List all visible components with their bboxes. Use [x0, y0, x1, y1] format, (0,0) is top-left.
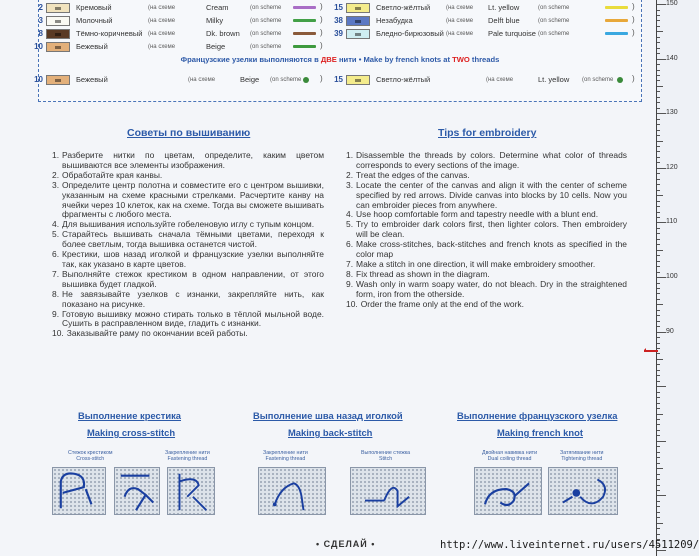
- knots-note-two-en: TWO: [452, 55, 470, 64]
- scheme-line-color: [293, 32, 316, 35]
- tip-number: 10.: [52, 328, 64, 339]
- thread-name-en: Delft blue: [488, 16, 520, 25]
- back-stitch-thread-2: [351, 468, 425, 514]
- ruler-tick: [657, 266, 660, 267]
- knots-note-two-ru: ДВЕ: [320, 55, 337, 64]
- ruler-tick: [657, 190, 660, 191]
- ruler-tick: [657, 124, 660, 125]
- thread-name-en: Lt. yellow: [488, 3, 520, 12]
- ruler-tick: [657, 293, 660, 294]
- tip-text: Выполняйте стежок крестиком в одном направлении, от этого вышивка будет гладкой.: [62, 268, 324, 289]
- knot-dot-green: [303, 77, 309, 83]
- scheme-label-ru: (на схеме: [148, 4, 176, 11]
- tip-item: [52, 329, 324, 339]
- legend-row-right: [331, 14, 578, 27]
- thread-name-en: Beige: [206, 42, 226, 51]
- tip-text: Locate the center of the canvas and align it with the center of scheme specified by red arrows. Divide canvas into blocks by 10 cells. Now you can embroider pieces from anywhere.: [356, 179, 627, 210]
- ruler-tick: [657, 490, 660, 491]
- thread-number: 15: [334, 75, 343, 84]
- ruler-tick: [657, 250, 663, 251]
- ruler-tick: [657, 397, 660, 398]
- thread-swatch: [46, 3, 70, 13]
- tip-number: 3.: [346, 179, 354, 190]
- paren-close: ): [632, 2, 635, 11]
- tip-text: Make cross-stitches, back-stitches and french knots as specified in the color map: [356, 239, 627, 260]
- knots-note-post: threads: [469, 55, 500, 64]
- tip-number: 6.: [346, 239, 354, 250]
- thread-name-en: Milky: [206, 16, 224, 25]
- ruler-tick: [657, 386, 666, 387]
- tips-en-title: Tips for embroidery: [438, 127, 537, 139]
- scheme-label-ru: (на схеме: [148, 30, 176, 37]
- tip-text: Order the frame only at the end of the work.: [360, 298, 524, 309]
- tip-text: Старайтесь вышивать сначала тёмными цветами, переходя к более светлым, тогда вышивка останется чистой.: [62, 229, 324, 250]
- ruler-tick: [657, 195, 663, 196]
- paren-close: ): [632, 15, 635, 24]
- thread-name-ru: Бежевый: [76, 42, 108, 51]
- ruler-tick: [657, 277, 666, 278]
- cross-stitch-title-en: Making cross-stitch: [87, 427, 176, 438]
- cross-stitch-thread-1: [53, 468, 105, 514]
- ruler-tick: [657, 288, 660, 289]
- stitch-caption-back: Выполнение стежка Stitch: [361, 450, 411, 462]
- cross-stitch-diagram-1: [52, 467, 106, 515]
- french-knot-thread-1: [475, 468, 541, 514]
- ruler-tick: [657, 495, 666, 496]
- tip-text: Готовую вышивку можно стирать только в тёплой мыльной воде. Сушить в расправленном виде, гладить с изнанки.: [62, 308, 324, 329]
- ruler-tick: [657, 353, 660, 354]
- ruler-tick: [657, 332, 666, 333]
- ruler-label: 140: [666, 54, 678, 62]
- ruler-tick: [657, 10, 660, 11]
- ruler-tick: [657, 441, 666, 442]
- ruler-tick: [657, 91, 660, 92]
- legend-row-right: [331, 1, 578, 14]
- ruler-tick: [657, 310, 660, 311]
- ruler-tick: [657, 315, 660, 316]
- tip-number: 5.: [346, 219, 354, 230]
- ruler-label: 110: [666, 218, 678, 226]
- ruler-tick: [657, 304, 663, 305]
- tightening-caption: Затягивание нити Tightening thread: [560, 450, 604, 462]
- tip-number: 4.: [52, 219, 60, 230]
- ruler-tick: [657, 517, 660, 518]
- tip-text: Для вышивания используйте гобеленовую иглу с тупым концом.: [62, 219, 315, 230]
- french-knot-title-en: Making french knot: [497, 427, 583, 438]
- ruler-tick: [657, 37, 660, 38]
- ruler-tick: [657, 168, 666, 169]
- thread-name-ru: Кремовый: [76, 3, 112, 12]
- thread-name-ru: Бледно-бирюзовый: [376, 29, 444, 38]
- back-stitch-thread-1: [259, 468, 325, 514]
- tip-text: Use hoop comfortable form and tapestry needle with a blunt end.: [356, 209, 599, 220]
- ruler-tick: [657, 424, 660, 425]
- ruler-tick: [657, 457, 660, 458]
- ruler-tick: [657, 135, 660, 136]
- ruler-tick: [657, 435, 660, 436]
- thread-name-en: Dk. brown: [206, 29, 240, 38]
- tip-number: 1.: [346, 150, 354, 160]
- ruler-tick: [657, 359, 663, 360]
- tip-text: Try to embroider dark colors first, then lighter colors. Then embroidery will be clean.: [356, 219, 627, 240]
- ruler-tick: [657, 485, 660, 486]
- knot-row-right: [331, 73, 622, 86]
- tips-ru-list: [52, 151, 324, 339]
- ruler-tick: [657, 408, 660, 409]
- thread-name-en: Cream: [206, 3, 229, 12]
- thread-number: 8: [38, 29, 43, 38]
- tip-text: Не завязывайте узелков с изнанки, закрепляйте нить, как показано на рисунке.: [62, 288, 324, 309]
- tip-text: Make a stitch in one direction, it will make embroidery smoother.: [356, 258, 596, 269]
- french-knot-thread-2: [549, 468, 617, 514]
- ruler-tick: [657, 15, 660, 16]
- cross-stitch-title-ru: Выполнение крестика: [78, 410, 181, 421]
- tip-item: [52, 270, 324, 290]
- knots-note-pre: Французские узелки выполняются в: [180, 55, 321, 64]
- ruler-tick: [657, 348, 660, 349]
- scheme-label-en: (on scheme: [538, 30, 570, 37]
- tip-text: Заказывайте раму по окончании всей работы.: [66, 328, 248, 339]
- tip-item: [346, 151, 627, 171]
- french-knot-diagram-2: [548, 467, 618, 515]
- thread-swatch: [346, 75, 370, 85]
- thread-name-ru: Светло-жёлтый: [376, 75, 431, 84]
- thread-number: 3: [38, 16, 43, 25]
- legend-row-left: [31, 1, 290, 14]
- scheme-label-ru: (на схеме: [446, 4, 474, 11]
- thread-number: 2: [38, 3, 43, 12]
- ruler-tick: [657, 261, 660, 262]
- ruler-tick: [657, 414, 663, 415]
- ruler-tick: [657, 217, 660, 218]
- thread-swatch: [46, 75, 70, 85]
- thread-swatch: [46, 16, 70, 26]
- french-knot-diagram-1: [474, 467, 542, 515]
- legend-row-left: [31, 14, 290, 27]
- paren-close: ): [320, 74, 323, 83]
- tips-ru-title: Советы по вышиванию: [127, 127, 251, 139]
- thread-name-ru: Незабудка: [376, 16, 413, 25]
- thread-name-ru: Бежевый: [76, 75, 108, 84]
- tip-number: 8.: [52, 288, 60, 299]
- ruler-tick: [657, 42, 660, 43]
- tip-text: Обработайте края канвы.: [62, 169, 163, 180]
- ruler-label: 130: [666, 109, 678, 117]
- ruler-tick: [657, 272, 660, 273]
- scheme-label-en: (on scheme: [582, 76, 614, 83]
- legend-row-left: [31, 27, 290, 40]
- back-stitch-title-en: Making back-stitch: [288, 427, 373, 438]
- ruler-label: 120: [666, 163, 678, 171]
- tip-number: 6.: [52, 249, 60, 260]
- dual-coiling-caption: Двойная навивка нити Dual coiling thread: [482, 450, 538, 462]
- paren-close: ): [632, 74, 635, 83]
- tip-text: Wash only in warm soapy water, do not bleach. Dry in the straightened form, iron from the otherside.: [356, 278, 627, 299]
- tip-number: 7.: [346, 258, 354, 269]
- scheme-line-color: [605, 6, 628, 9]
- french-knots-note: [39, 55, 641, 64]
- tip-item: [52, 310, 324, 330]
- thread-number: 10: [34, 75, 43, 84]
- ruler-tick: [657, 48, 660, 49]
- ruler-tick: [657, 392, 660, 393]
- cross-stitch-caption: Стежок крестиком Cross-stitch: [68, 450, 113, 462]
- tip-number: 1.: [52, 150, 60, 160]
- ruler-tick: [657, 403, 660, 404]
- ruler-tick: [657, 381, 660, 382]
- ruler-tick: [657, 151, 660, 152]
- ruler-tick: [657, 179, 660, 180]
- ruler-tick: [657, 173, 660, 174]
- ruler-tick: [657, 430, 660, 431]
- ruler-tick: [657, 239, 660, 240]
- tip-item: [52, 181, 324, 221]
- tip-text: Крестики, шов назад иголкой и французские узелки выполняйте так, как указано в карте цветов.: [62, 249, 324, 269]
- thread-number: 39: [334, 29, 343, 38]
- ruler-tick: [657, 162, 660, 163]
- scheme-line-color: [293, 45, 316, 48]
- ruler-tick: [657, 64, 660, 65]
- tip-item: [346, 240, 627, 260]
- thread-swatch: [46, 29, 70, 39]
- ruler-tick: [657, 53, 660, 54]
- footer-brand: • СДЕЛАЙ •: [316, 539, 376, 549]
- ruler-tick: [657, 102, 660, 103]
- ruler-tick: [657, 228, 660, 229]
- ruler-tick: [657, 468, 663, 469]
- ruler-tick: [657, 233, 660, 234]
- ruler-tick: [657, 108, 660, 109]
- scheme-line-color: [293, 6, 316, 9]
- ruler-tick: [657, 255, 660, 256]
- ruler-tick: [657, 59, 666, 60]
- ruler-tick: [657, 474, 660, 475]
- ruler-tick: [657, 343, 660, 344]
- paren-close: ): [320, 41, 323, 50]
- ruler-tick: [657, 20, 660, 21]
- back-stitch-diagram-1: [258, 467, 326, 515]
- scheme-label-ru: (на схеме: [188, 76, 216, 83]
- knot-row-left: [31, 73, 310, 86]
- ruler-tick: [657, 244, 660, 245]
- ruler-tick: [657, 206, 660, 207]
- tip-item: [346, 220, 627, 240]
- thread-swatch: [46, 42, 70, 52]
- tip-item: [52, 230, 324, 250]
- ruler-label: 90: [666, 327, 674, 335]
- ruler-tick: [657, 70, 660, 71]
- scheme-label-en: (on scheme: [250, 30, 282, 37]
- scheme-label-ru: (на схеме: [446, 30, 474, 37]
- ruler-tick: [657, 201, 660, 202]
- scheme-label-en: (on scheme: [538, 17, 570, 24]
- french-knot-title-ru: Выполнение французского узелка: [457, 410, 618, 421]
- ruler-tick: [657, 31, 663, 32]
- tips-en-list: [346, 151, 627, 310]
- tip-number: 5.: [52, 229, 60, 240]
- thread-swatch: [346, 29, 370, 39]
- ruler-tick: [657, 212, 660, 213]
- ruler-tick: [657, 501, 660, 502]
- fastening-caption-cross: Закрепление нити Fastening thread: [165, 450, 210, 462]
- scheme-label-en: (on scheme: [250, 43, 282, 50]
- ruler-tick: [657, 184, 660, 185]
- thread-name-en: Pale turquoise: [488, 29, 536, 38]
- cross-stitch-diagram-2: [114, 467, 160, 515]
- ruler-tick: [657, 337, 660, 338]
- ruler-tick: [657, 130, 660, 131]
- paren-close: ): [320, 15, 323, 24]
- tip-number: 2.: [52, 169, 60, 180]
- ruler-tick: [657, 119, 660, 120]
- tip-number: 7.: [52, 268, 60, 279]
- center-arrow-marker: [644, 350, 658, 352]
- scheme-label-en: (on scheme: [538, 4, 570, 11]
- paren-close: ): [632, 28, 635, 37]
- ruler-tick: [657, 86, 663, 87]
- scheme-label-ru: (на схеме: [148, 17, 176, 24]
- ruler-tick: [657, 528, 660, 529]
- ruler-tick: [657, 463, 660, 464]
- knot-dot-green: [617, 77, 623, 83]
- tip-number: 10.: [346, 298, 358, 309]
- legend-row-left: [31, 40, 290, 53]
- ruler-tick: [657, 80, 660, 81]
- tip-number: 2.: [346, 169, 354, 180]
- ruler-tick: [657, 321, 660, 322]
- ruler-tick: [657, 375, 660, 376]
- tip-number: 9.: [346, 278, 354, 289]
- ruler-line: [656, 0, 657, 556]
- ruler-tick: [657, 26, 660, 27]
- tip-item: [52, 250, 324, 270]
- thread-name-en: Beige: [240, 75, 260, 84]
- scheme-line-color: [605, 19, 628, 22]
- thread-name-ru: Светло-жёлтый: [376, 3, 431, 12]
- legend-row-right: [331, 27, 578, 40]
- watermark-url[interactable]: http://www.liveinternet.ru/users/4511209/: [440, 539, 699, 551]
- thread-number: 15: [334, 3, 343, 12]
- scheme-label-en: (on scheme: [270, 76, 302, 83]
- tip-number: 4.: [346, 209, 354, 220]
- thread-name-ru: Тёмно-коричневый: [76, 29, 143, 38]
- tip-item: [346, 300, 627, 310]
- ruler-tick: [657, 479, 660, 480]
- scheme-line-color: [605, 32, 628, 35]
- tip-item: [346, 181, 627, 211]
- cross-stitch-thread-2: [115, 468, 159, 514]
- ruler-tick: [657, 141, 663, 142]
- thread-number: 10: [34, 42, 43, 51]
- tip-text: Treat the edges of the canvas.: [356, 169, 470, 180]
- back-stitch-diagram-2: [350, 467, 426, 515]
- scheme-label-en: (on scheme: [250, 17, 282, 24]
- ruler-label: 100: [666, 273, 678, 280]
- thread-number: 38: [334, 16, 343, 25]
- ruler-tick: [657, 283, 660, 284]
- knots-note-mid: нити • Make by french knots at: [336, 55, 453, 64]
- ruler-tick: [657, 512, 660, 513]
- tip-item: [52, 290, 324, 310]
- right-ruler: [656, 0, 699, 556]
- paren-close: ): [320, 2, 323, 11]
- tip-number: 8.: [346, 268, 354, 279]
- ruler-tick: [657, 419, 660, 420]
- ruler-tick: [657, 506, 660, 507]
- ruler-tick: [657, 75, 660, 76]
- ruler-tick: [657, 452, 660, 453]
- fastening-caption-back: Закрепление нити Fastening thread: [263, 450, 308, 462]
- scheme-line-color: [293, 19, 316, 22]
- ruler-tick: [657, 364, 660, 365]
- scheme-label-en: (on scheme: [250, 4, 282, 11]
- ruler-tick: [657, 146, 660, 147]
- ruler-label: 150: [666, 0, 678, 7]
- tip-text: Disassemble the threads by colors. Determine what color of threads corresponds to every sections of the image.: [356, 150, 627, 170]
- tip-item: [52, 151, 324, 171]
- scheme-label-ru: (на схеме: [148, 43, 176, 50]
- tip-text: Определите центр полотна и совместите его с центром вышивки, указанным на схеме красными стрелками. Расчертите канву на ячейки через 10 клеток, как на схеме. Тогда вы сможете вышивать фрагменты с любого места.: [62, 179, 324, 220]
- ruler-tick: [657, 370, 660, 371]
- tip-item: [346, 280, 627, 300]
- tip-number: 9.: [52, 308, 60, 319]
- thread-name-en: Lt. yellow: [538, 75, 570, 84]
- thread-swatch: [346, 3, 370, 13]
- scheme-label-ru: (на схеме: [486, 76, 514, 83]
- thread-name-ru: Молочный: [76, 16, 113, 25]
- ruler-tick: [657, 157, 660, 158]
- tip-text: Разберите нитки по цветам, определите, каким цветом вышиваются все элементы изображения.: [62, 150, 324, 170]
- back-stitch-title-ru: Выполнение шва назад иголкой: [253, 410, 403, 421]
- tip-text: Fix thread as shown in the diagram.: [356, 268, 490, 279]
- paren-close: ): [320, 28, 323, 37]
- cross-stitch-thread-3: [168, 468, 214, 514]
- ruler-tick: [657, 222, 666, 223]
- ruler-tick: [657, 299, 660, 300]
- ruler-tick: [657, 97, 660, 98]
- cross-stitch-diagram-3: [167, 467, 215, 515]
- thread-swatch: [346, 16, 370, 26]
- tip-number: 3.: [52, 179, 60, 190]
- ruler-tick: [657, 446, 660, 447]
- ruler-tick: [657, 326, 660, 327]
- ruler-tick: [657, 523, 663, 524]
- scheme-label-ru: (на схеме: [446, 17, 474, 24]
- ruler-tick: [657, 534, 660, 535]
- color-legend: [34, 0, 642, 102]
- ruler-tick: [657, 4, 666, 5]
- ruler-tick: [657, 113, 666, 114]
